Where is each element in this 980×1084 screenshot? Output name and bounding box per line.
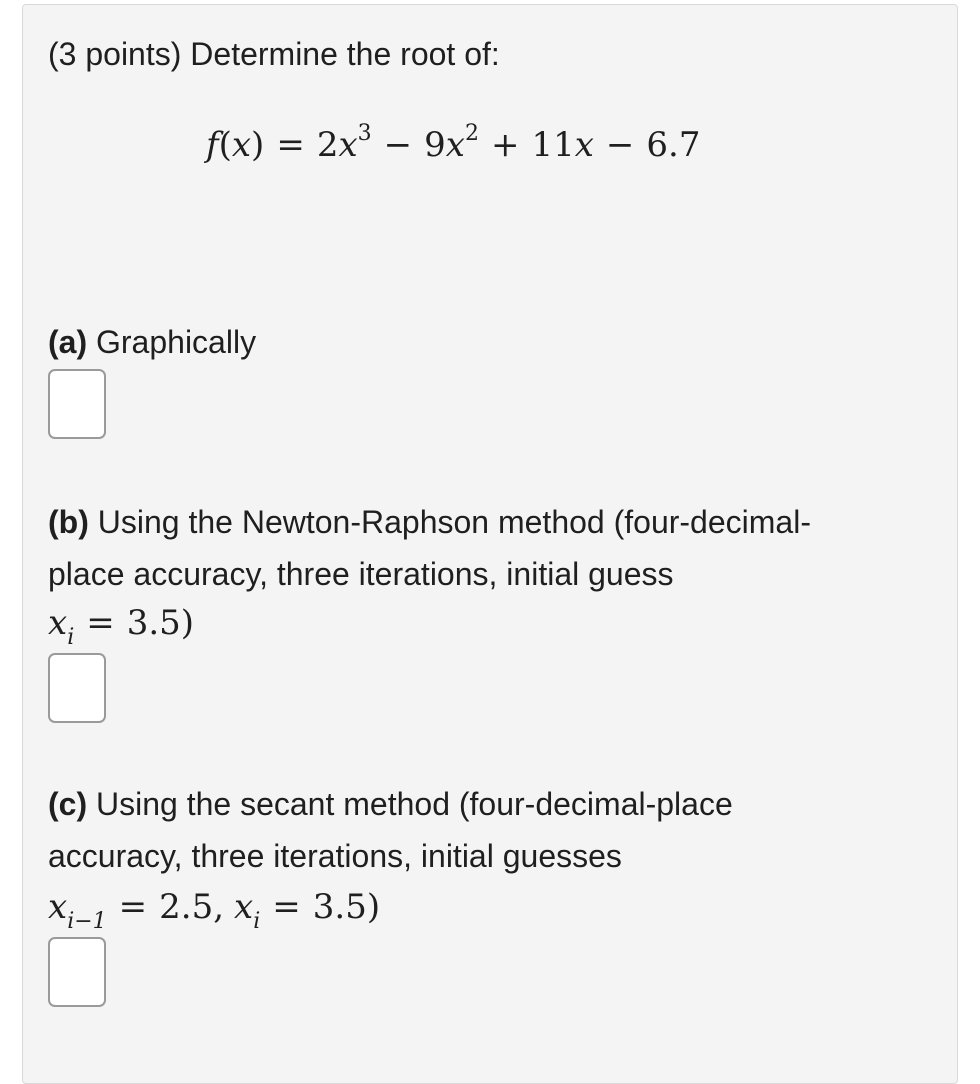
eq-term1-exp: 3 (357, 121, 372, 146)
part-c-value-1: 2.5, (159, 887, 225, 927)
eq-term1-var: x (338, 125, 358, 165)
eq-minus-1: − (383, 125, 413, 165)
part-c-initial-guesses (48, 887, 381, 934)
part-b-line1 (48, 496, 811, 548)
eq-term1-coef: 2 (316, 125, 339, 165)
part-a-answer-input[interactable] (48, 369, 106, 439)
eq-plus: + (490, 125, 520, 165)
part-a-letter: (a) (48, 324, 88, 360)
eq-constant: 6.7 (646, 125, 701, 165)
part-c-line2: accuracy, three iterations, initial guesses (48, 838, 622, 874)
part-b-letter: (b) (48, 504, 89, 540)
eq-term2-exp: 2 (464, 121, 479, 146)
eq-term3-var: x (574, 125, 594, 165)
equation (206, 121, 701, 165)
eq-equals: = (276, 125, 305, 165)
eq-term2-var: x (445, 125, 465, 165)
part-c-var-2: x (234, 887, 254, 927)
part-c-text-1: Using the secant method (four-decimal-place (87, 786, 733, 822)
part-b-line2: place accuracy, three iterations, initial guess (48, 556, 674, 592)
part-b-var: x (48, 603, 68, 643)
part-a-text: Graphically (87, 324, 257, 360)
part-c-sub-1: i−1 (67, 909, 107, 934)
part-b-text-1: Using the Newton-Raphson method (four-decimal- (88, 504, 811, 540)
part-b-sub: i (67, 625, 75, 650)
part-c-letter: (c) (48, 786, 88, 822)
part-c-line1 (48, 778, 733, 830)
part-b-value: 3.5) (126, 603, 195, 643)
eq-open-paren: ( (218, 125, 232, 165)
part-b-answer-input[interactable] (48, 653, 106, 723)
part-c-sub-2: i (253, 909, 261, 934)
part-b-initial-guess (48, 603, 195, 650)
part-a-label (48, 316, 256, 368)
eq-term2-coef: 9 (424, 125, 446, 165)
part-c-answer-input[interactable] (48, 937, 106, 1007)
eq-f: f (206, 125, 219, 165)
question-prompt: (3 points) Determine the root of: (48, 36, 500, 72)
part-c-var-1: x (48, 887, 68, 927)
eq-close-paren: ) (251, 125, 265, 165)
eq-x: x (231, 125, 252, 165)
part-c-equals-2: = (272, 887, 301, 927)
eq-minus-2: − (605, 125, 635, 165)
part-b-equals: = (86, 603, 115, 643)
part-c-value-2: 3.5) (312, 887, 381, 927)
eq-term3-coef: 11 (531, 125, 575, 165)
part-c-equals-1: = (118, 887, 148, 927)
